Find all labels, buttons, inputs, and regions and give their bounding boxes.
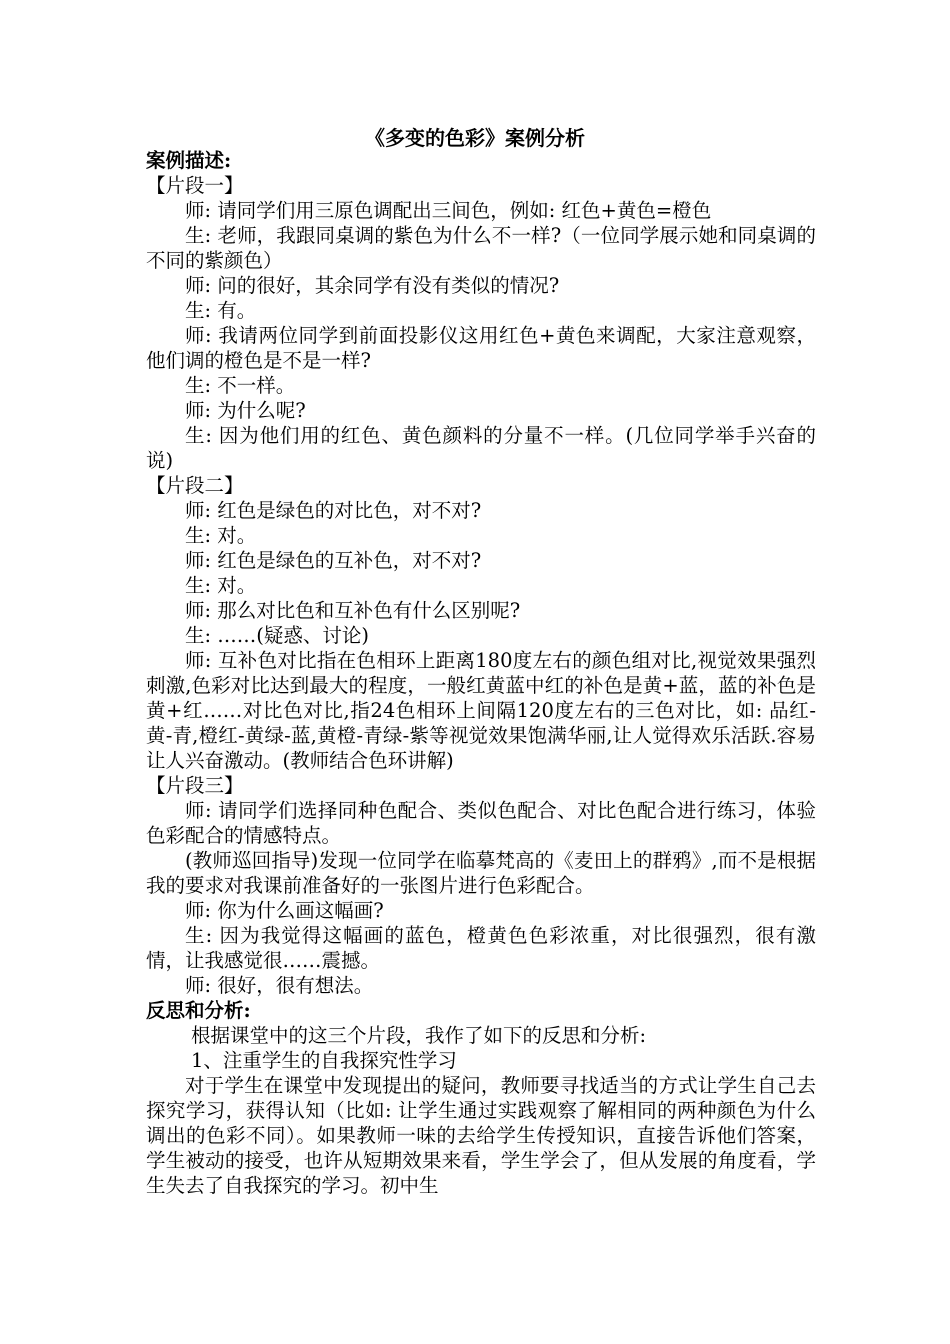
paragraph: 师: 红色是绿色的对比色，对不对? [185, 499, 482, 522]
paragraph: 师: 你为什么画这幅画? [185, 899, 384, 922]
paragraph: 师: 那么对比色和互补色有什么区别呢? [185, 599, 521, 622]
paragraph: 生: 对。 [185, 524, 257, 547]
paragraph: 师: 互补色对比指在色相环上距离180度左右的颜色组对比,视觉效果强烈刺激,色彩对比达到最大的程度，一般红黄蓝中红的补色是黄+蓝，蓝的补色是黄+红……对比色对比,指24色相环上间隔120度左右的三色对比，如: 品红-黄-青,橙红-黄绿-蓝,黄橙-青绿-紫等视觉效果饱满华丽,让人觉得欢乐活跃.容易让人兴奋激动。(教师结合色环讲解) [146, 649, 816, 772]
paragraph: 生: ……(疑惑、讨论) [185, 624, 369, 647]
paragraph: 生: 不一样。 [185, 374, 296, 397]
document-title: 《多变的色彩》案例分析 [365, 126, 585, 150]
segment-label-1: 【片段一】 [146, 174, 244, 197]
paragraph: 生: 因为他们用的红色、黄色颜料的分量不一样。(几位同学举手兴奋的说) [146, 424, 816, 472]
paragraph: 师: 我请两位同学到前面投影仪这用红色+黄色来调配，大家注意观察，他们调的橙色是不是一样? [146, 324, 816, 372]
paragraph: 师: 问的很好，其余同学有没有类似的情况? [185, 274, 560, 297]
paragraph: (教师巡回指导)发现一位同学在临摹梵高的《麦田上的群鸦》,而不是根据我的要求对我课前准备好的一张图片进行色彩配合。 [146, 849, 816, 897]
section-heading-analysis: 反思和分析: [146, 999, 251, 1022]
document-body [146, 148, 816, 1198]
section-heading-description: 案例描述: [146, 149, 232, 172]
paragraph: 生: 对。 [185, 574, 257, 597]
paragraph: 对于学生在课堂中发现提出的疑问，教师要寻找适当的方式让学生自己去探究学习，获得认知（比如: 让学生通过实践观察了解相同的两种颜色为什么调出的色彩不同）。如果教师一味的去给学生传授知识，直接告诉他们答案，学生被动的接受，也许从短期效果来看，学生学会了，但从发展的角度看，学生失去了自我探究的学习。初中生 [146, 1074, 816, 1197]
paragraph: 师: 请同学们用三原色调配出三间色，例如: 红色+黄色=橙色 [185, 199, 712, 222]
paragraph: 师: 请同学们选择同种色配合、类似色配合、对比色配合进行练习，体验色彩配合的情感特点。 [146, 799, 816, 847]
paragraph: 1、注重学生的自我探究性学习 [191, 1049, 457, 1072]
segment-label-3: 【片段三】 [146, 774, 244, 797]
paragraph: 根据课堂中的这三个片段，我作了如下的反思和分析: [191, 1024, 647, 1047]
paragraph: 师: 为什么呢? [185, 399, 306, 422]
paragraph: 生: 因为我觉得这幅画的蓝色，橙黄色色彩浓重，对比很强烈，很有激情，让我感觉很……震撼。 [146, 924, 816, 972]
paragraph: 生: 老师，我跟同桌调的紫色为什么不一样?（一位同学展示她和同桌调的不同的紫颜色） [146, 224, 816, 272]
segment-label-2: 【片段二】 [146, 474, 244, 497]
paragraph: 师: 红色是绿色的互补色，对不对? [185, 549, 482, 572]
paragraph: 生: 有。 [185, 299, 257, 322]
paragraph: 师: 很好，很有想法。 [185, 974, 374, 997]
